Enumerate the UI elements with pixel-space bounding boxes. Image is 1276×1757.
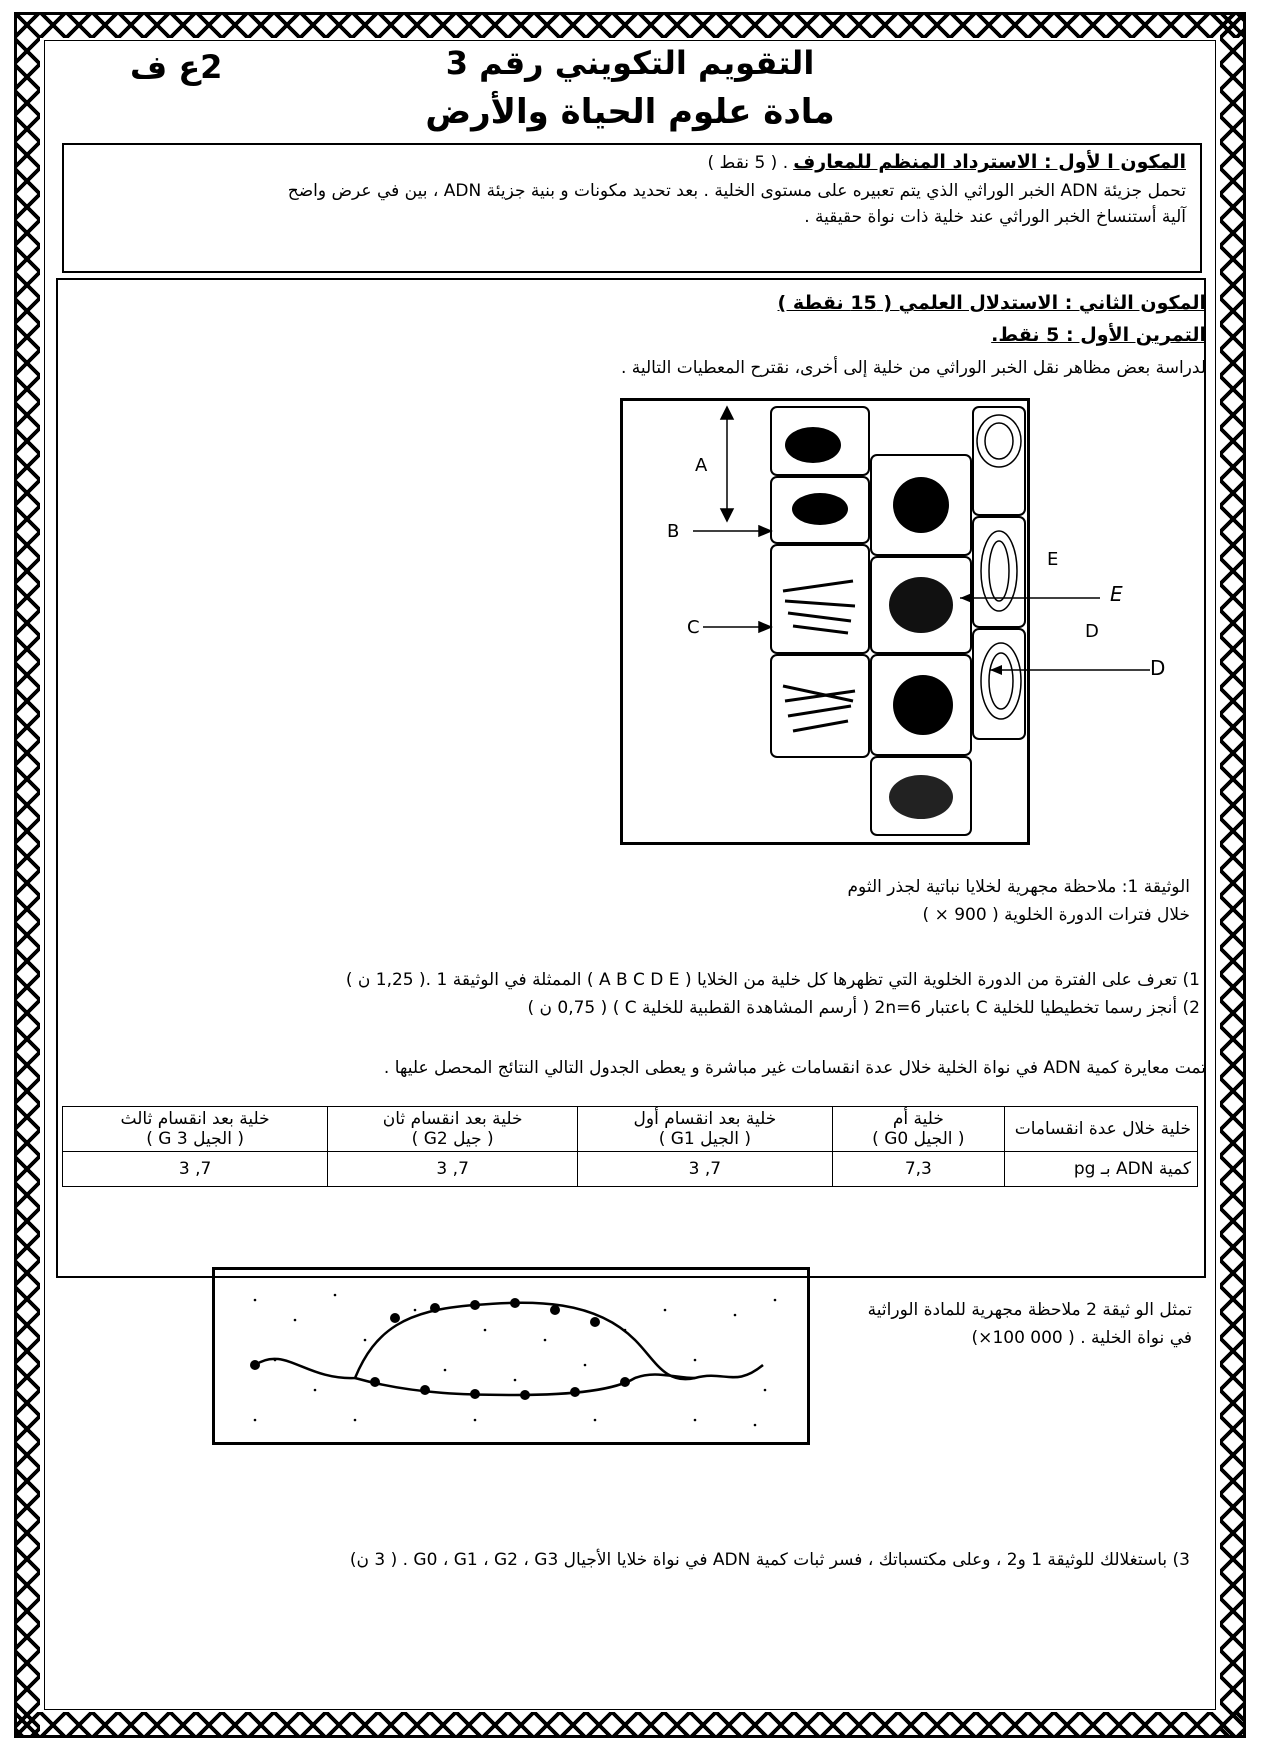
- document1-caption-2: خلال فترات الدورة الخلوية ( 900 × ): [922, 905, 1190, 925]
- label-E-outside: E: [1110, 582, 1123, 606]
- labels-de-pointers: [960, 560, 1190, 730]
- label-E: E: [1047, 549, 1059, 570]
- document2-caption-2: في نواة الخلية . ( 000 100×): [971, 1328, 1192, 1348]
- label-B: B: [667, 521, 680, 542]
- label-D-outside: D: [1150, 656, 1166, 680]
- document1-caption-1: الوثيقة 1: ملاحظة مجهرية لخلايا نباتية لجذر الثوم: [847, 877, 1190, 897]
- part2-intro: لدراسة بعض مظاهر نقل الخبر الوراثي من خلية إلى أخرى، نقترح المعطيات التالية .: [620, 358, 1206, 378]
- document2-caption-1: تمثل الو ثيقة 2 ملاحظة مجهرية للمادة الوراثية: [867, 1300, 1192, 1320]
- table-cell: خلية بعد انقسام أول ( الجيل G1 ): [578, 1107, 833, 1152]
- table-cell: كمية ADN بـ pg: [1005, 1152, 1198, 1187]
- document2-figure: [212, 1267, 810, 1445]
- table-cell: خلية بعد انقسام ثان ( جيل G2 ): [328, 1107, 578, 1152]
- table-cell: 7, 3: [63, 1152, 328, 1187]
- adn-table: [62, 1106, 1198, 1187]
- question-1: 1) تعرف على الفترة من الدورة الخلوية التي تظهرها كل خلية من الخلايا ( A B C D E ) الممثلة في الوثيقة 1 .( 1,25 ن ): [345, 970, 1200, 990]
- table-cell: خلية خلال عدة انقسامات: [1005, 1107, 1198, 1152]
- table-row: [63, 1152, 1198, 1187]
- exercise-heading: التمرين الأول : 5 نقط.: [991, 324, 1206, 346]
- label-D: D: [1085, 621, 1099, 642]
- table-cell: 7, 3: [328, 1152, 578, 1187]
- label-C: C: [687, 617, 700, 638]
- page-title: التقويم التكويني رقم 3: [445, 44, 815, 82]
- table-row: [63, 1107, 1198, 1152]
- class-level: 2ع ف: [130, 48, 223, 86]
- table-cell: خلية أم ( الجيل G0 ): [832, 1107, 1004, 1152]
- measure-intro: تمت معايرة كمية ADN في نواة الخلية خلال عدة انقسامات غير مباشرة و يعطى الجدول التالي النتائج المحصل عليها .: [383, 1058, 1206, 1078]
- part1-box: [62, 143, 1202, 273]
- part2-heading: المكون الثاني : الاستدلال العلمي ( 15 نقطة ): [777, 292, 1206, 314]
- table-cell: 7,3: [832, 1152, 1004, 1187]
- dna-replication-drawing: [215, 1270, 807, 1442]
- table-cell: خلية بعد انقسام ثالث ( الجيل G 3 ): [63, 1107, 328, 1152]
- table-cell: 7, 3: [578, 1152, 833, 1187]
- part1-line1: تحمل جزيئة ADN الخبر الوراثي الذي يتم تعبيره على مستوى الخلية . بعد تحديد مكونات و بنية جزيئة ADN ، بين في عرض واضح: [287, 181, 1186, 201]
- part1-heading-line: [86, 151, 1186, 175]
- subject-title: مادة علوم الحياة والأرض: [425, 92, 835, 132]
- part1-heading: المكون ا لأول : الاسترداد المنظم للمعارف: [793, 151, 1186, 173]
- label-A: A: [695, 455, 708, 476]
- question-3: 3) باستغلالك للوثيقة 1 و2 ، وعلى مكتسباتك ، فسر ثبات كمية ADN في نواة خلايا الأجيال G0 ، G1 ، G2 ، G3 . ( 3 ن): [349, 1550, 1190, 1570]
- cell-nucleus: [785, 427, 841, 463]
- question-2: 2) أنجز رسما تخطيطيا للخلية C باعتبار 2n=6 ( أرسم المشاهدة القطبية للخلية C ) ( 0,75 ن ): [527, 998, 1200, 1018]
- part1-points: . ( 5 نقط ): [707, 153, 789, 173]
- part1-line2: آلية أستنساخ الخبر الوراثي عند خلية ذات نواة حقيقية .: [804, 207, 1186, 227]
